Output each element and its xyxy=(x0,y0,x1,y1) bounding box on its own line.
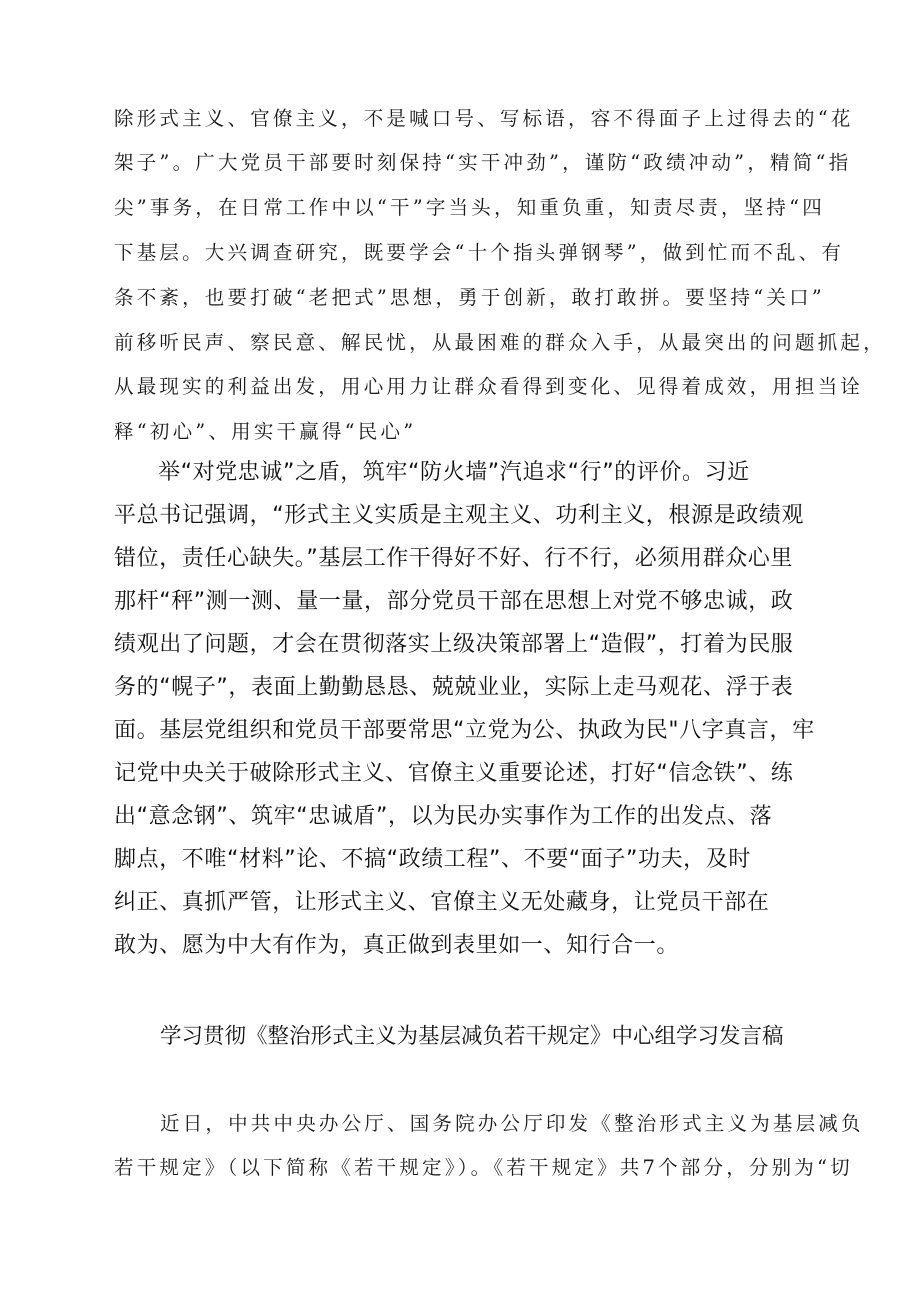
paragraph-line: 绩观出了问题，才会在贯彻落实上级决策部署上“造假”，打着为民服 xyxy=(114,632,794,657)
paragraph-line: 除形式主义、官僚主义，不是喊口号、写标语，容不得面子上过得去的“花 xyxy=(114,107,854,130)
paragraph-line: 举“对党忠诚”之盾，筑牢“防火墙”汽追求“行”的评价。习近 xyxy=(158,460,750,485)
paragraph-line: 若干规定》（以下简称《若干规定》）。《若干规定》共7个部分，分别为“切 xyxy=(114,1156,853,1179)
paragraph-line: 释“初心”、用实干赢得“民心” xyxy=(114,420,417,443)
paragraph-line: 面。基层党组织和党员干部要常思“立党为公、执政为民"八字真言，牢 xyxy=(114,718,815,743)
section-title: 学习贯彻《整治形式主义为基层减负若干规定》中心组学习发言稿 xyxy=(160,1024,784,1049)
paragraph-line: 平总书记强调，“形式主义实质是主观主义、功利主义，根源是政绩观 xyxy=(114,503,804,528)
paragraph-line: 错位，责任心缺失。”基层工作干得好不好、行不行，必须用群众心里 xyxy=(114,546,793,571)
paragraph-line: 脚点，不唯“材料”论、不搞“政绩工程”、不要“面子”功夫，及时 xyxy=(114,847,751,872)
paragraph-line: 近日，中共中央办公厅、国务院办公厅印发《整治形式主义为基层减负 xyxy=(160,1112,864,1135)
paragraph-line: 下基层。大兴调查研究，既要学会“十个指头弹钢琴”，做到忙而不乱、有 xyxy=(114,241,845,264)
paragraph-line: 从最现实的利益出发，用心用力让群众看得到变化、见得着成效，用担当诠 xyxy=(114,375,864,398)
paragraph-line: 务的“幌子”，表面上勤勤恳恳、兢兢业业，实际上走马观花、浮于表 xyxy=(114,675,794,700)
paragraph-line: 敢为、愿为中大有作为，真正做到表里如一、知行合一。 xyxy=(114,933,680,958)
paragraph-line: 前移听民声、察民意、解民忧，从最困难的群众入手，从最突出的问题抓起， xyxy=(114,331,886,354)
paragraph-line: 那杆“秤”测一测、量一量，部分党员干部在思想上对党不够忠诚，政 xyxy=(114,589,794,614)
paragraph-line: 出“意念钢”、筑牢“忠诚盾”，以为民办实事作为工作的出发点、落 xyxy=(114,804,773,829)
paragraph-line: 纠正、真抓严管，让形式主义、官僚主义无处藏身，让党员干部在 xyxy=(114,890,770,915)
paragraph-line: 记党中央关于破除形式主义、官僚主义重要论述，打好“信念铁”、练 xyxy=(114,761,794,786)
paragraph-line: 尖”事务，在日常工作中以“干”字当头，知重负重，知责尽责，坚持“四 xyxy=(114,196,825,219)
paragraph-line: 条不紊，也要打破“老把式”思想，勇于创新，敢打敢拼。要坚持“关口” xyxy=(114,286,825,309)
paragraph-line: 架子”。广大党员干部要时刻保持“实干冲劲”，谨防“政绩冲动”，精简“指 xyxy=(114,151,852,174)
